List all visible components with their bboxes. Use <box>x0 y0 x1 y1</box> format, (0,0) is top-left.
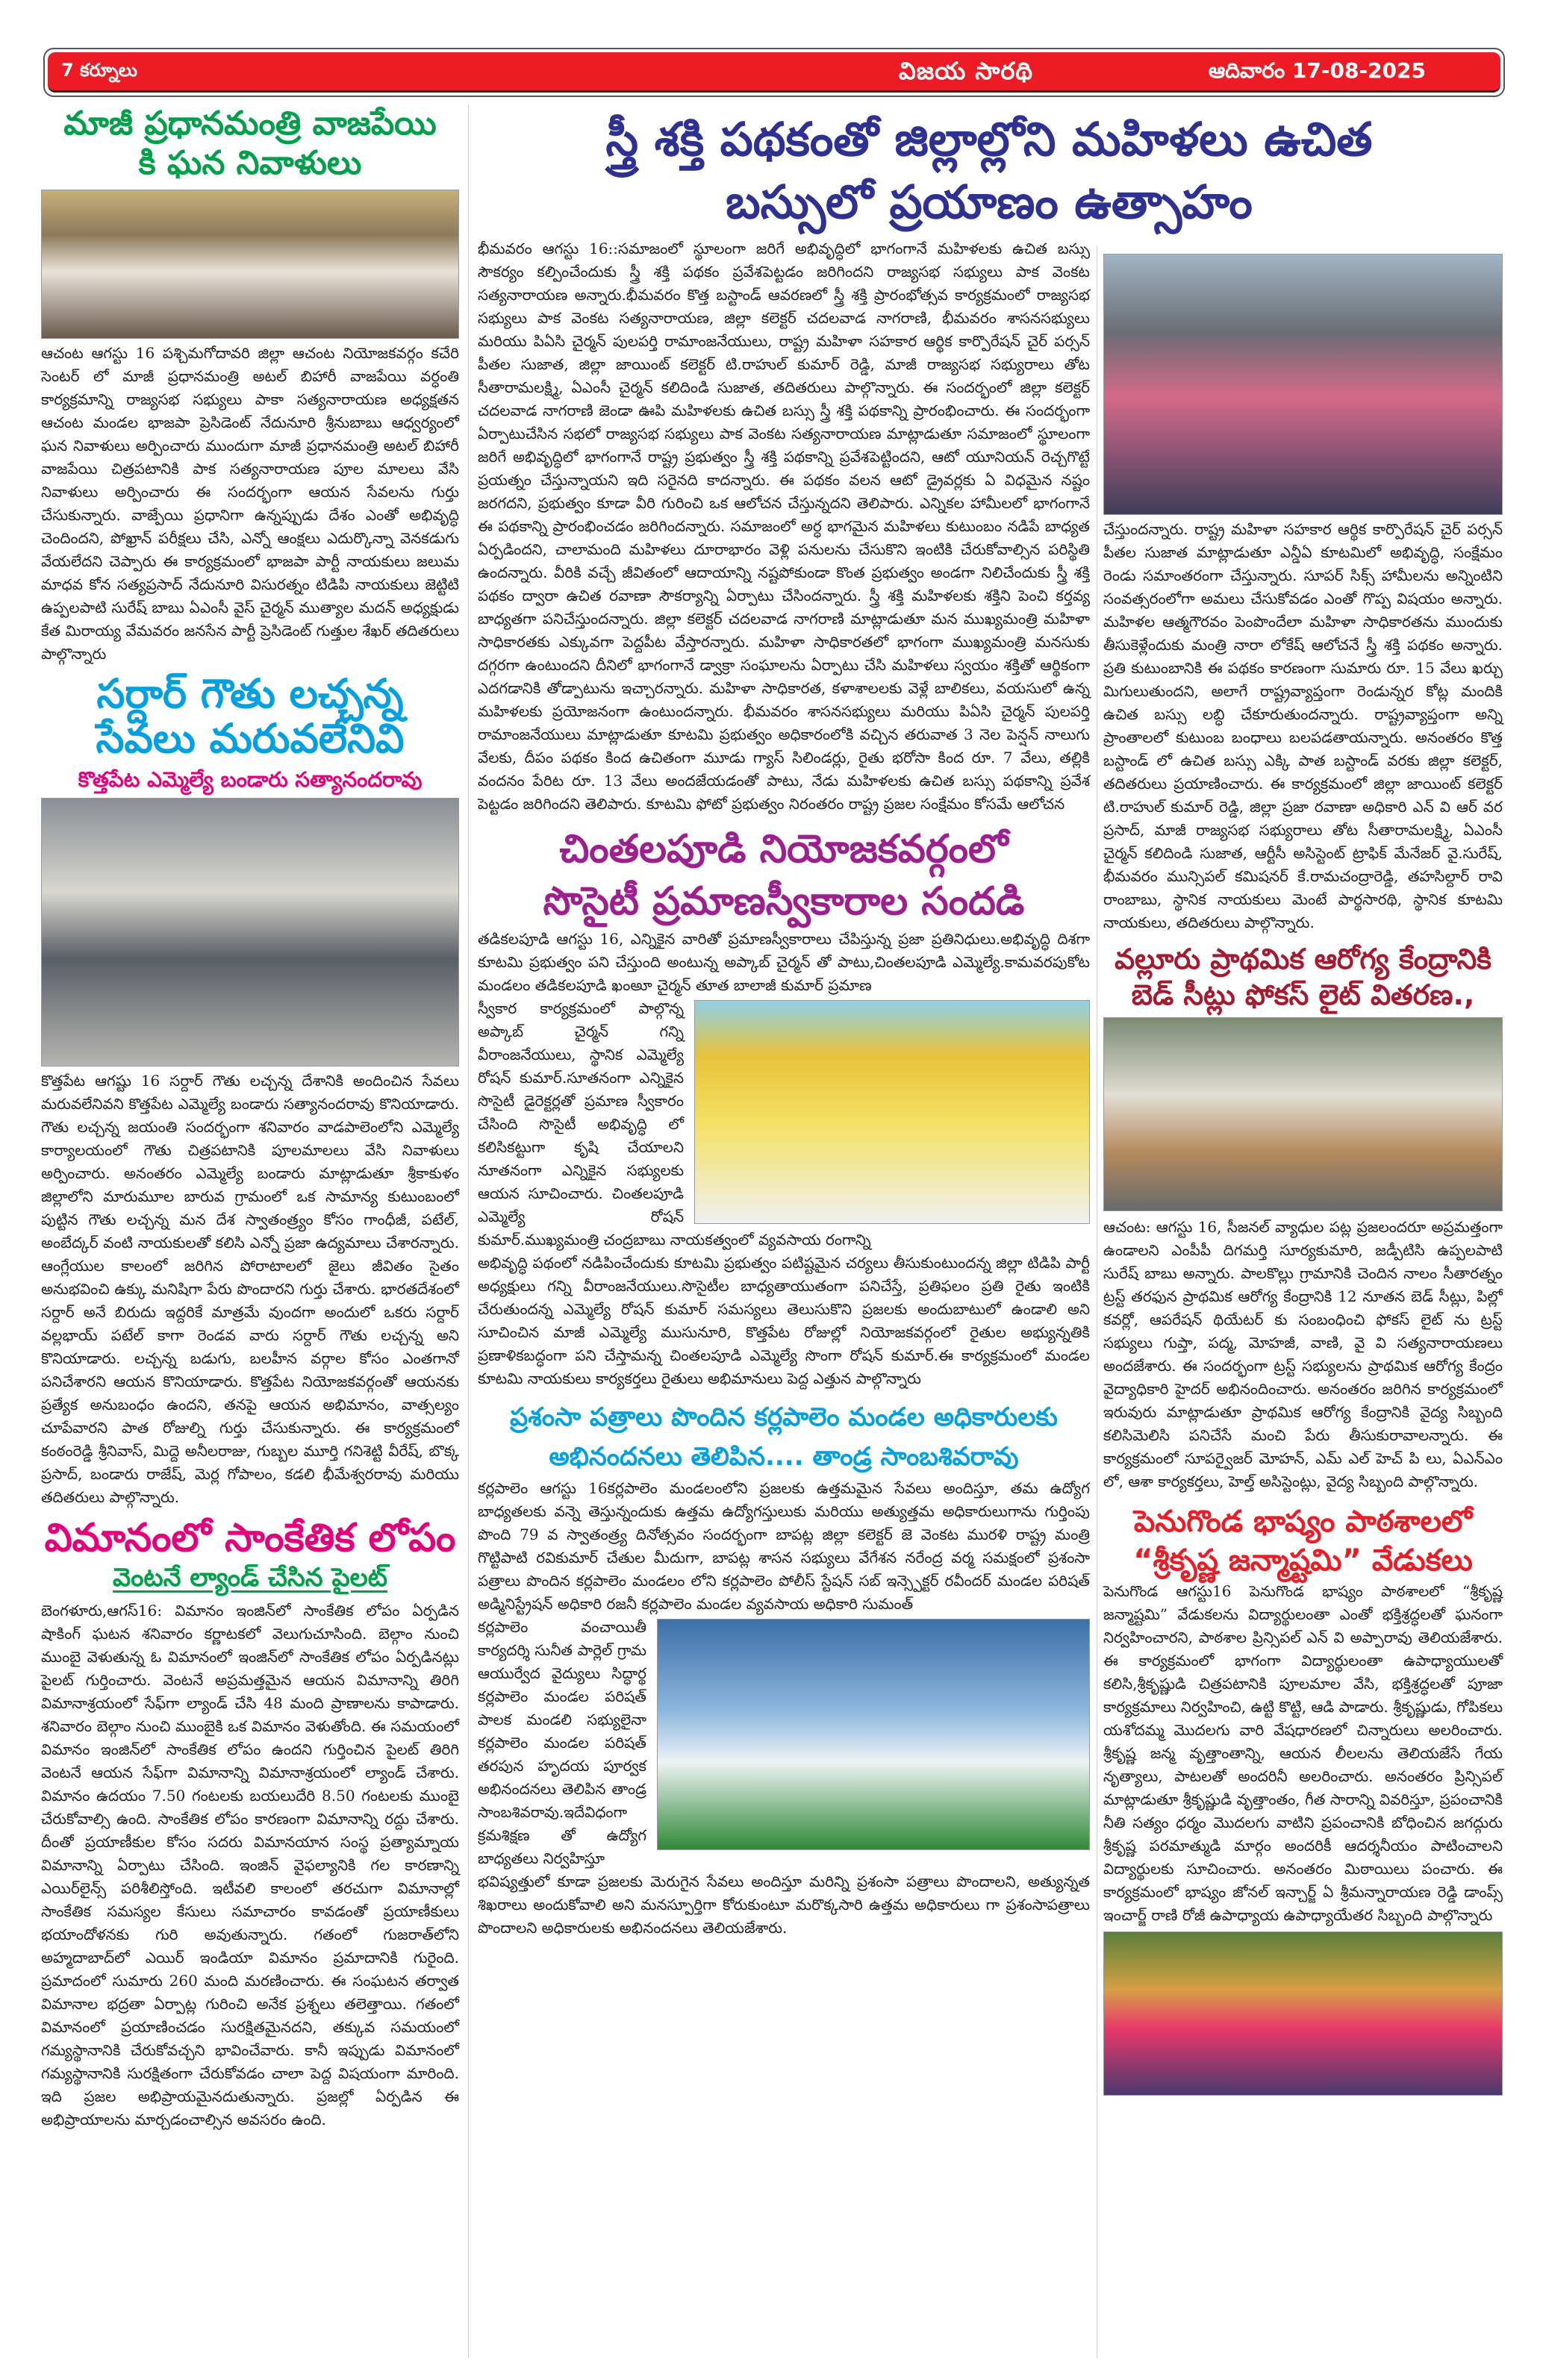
article-headline: కి ఘన నివాళులు <box>138 143 362 182</box>
article-sardar <box>41 669 459 1509</box>
article-stree-shakti <box>478 237 1090 816</box>
sardar-tribute-photo <box>41 798 459 1066</box>
article-body: భవిష్యత్తులో కూడా ప్రజలకు మెరుగైన సేవలు అందిస్తూ మరిన్ని ప్రశంసా పత్రాలు పొందాలని, అత్యున్నత శిఖరాలు అందుకోవాలి అని మనస్పూర్తిగా కోరుకుంటూ మరొక్కసారి ఉత్తమ అధికారులు గా ప్రశంసాపత్రాలు పొందాలని అధికారులకు అభినందనలు తెలియజేశారు. <box>478 1872 1090 1937</box>
article-headline: పెనుగొండ భాష్యం పాఠశాలలో <box>1133 1505 1473 1539</box>
article-body: పెనుగొండ ఆగస్టు16 పెనుగొండ భాష్యం పాఠశాలలో “శ్రీకృష్ణ జన్మాష్టమి” వేడుకలను విద్యార్థులంతా ఎంతో భక్తిశ్రద్ధలతో ఘనంగా నిర్వహించారని, పాఠశాల ప్రిన్సిపల్ ఎన్ వి అప్పారావు తెలియజేశారు. ఈ కార్యక్రమంలో భాగంగా విద్యార్థులంతా ఉపాధ్యాయులతో కలిసి,శ్రీకృష్ణుడి చిత్రపటానికి పూలమాల వేసి, భక్తిశ్రద్ధలతో పూజా కార్యక్రమాలు నిర్వహించి, ఉట్టి కొట్టి, ఆడి పాడారు. శ్రీకృష్ణుడు, గోపికలు యశోదమ్మ మొదలగు వారి వేషధారణలో చిన్నారులు అలరించారు. శ్రీకృష్ణ జన్మ వృత్తాంతాన్ని, ఆయన లీలలను తెలియజేసే గేయ నృత్యాలు, పాటలతో అందరినీ అలరించారు. అనంతరం ప్రిన్సిపల్ మాట్లాడుతూ శ్రీకృష్ణుడి వృత్తాంతం, గీత సారాన్ని వివరిస్తూ, ప్రపంచానికి నీతి సత్యం ధర్మం మొదలగు వాటిని ప్రపంచానికి బోధించిన జగద్గురు శ్రీకృష్ణ పరమాత్ముడి మార్గం అందరికీ ఆదర్శనీయం పాటించాలని విద్యార్థులకు సూచించారు. అనంతరం మిఠాయిలు పంచారు. ఈ కార్యక్రమంలో భాష్యం జోనల్ ఇన్చార్జ్ ఏ శ్రీమన్నారాయణ రెడ్డి డాంప్స్ ఇంచార్జ్ రాణి రోజీ ఉపాధ్యాయ ఉపాధ్యాయేతర సిబ్బంది పాల్గొన్నారు <box>1103 1582 1503 1924</box>
article-body: కర్లపాలెం ఆగస్టు 16కర్లపాలెం మండలంలోని ప్రజలకు ఉత్తమమైన సేవలు అందిస్తూ, తమ ఉద్యోగ బాధ్యతలకు వన్నె తెస్తున్నందుకు ఉత్తమ ఉద్యోగస్తులుకు మరియు అత్యుత్తమ అధికారులుగాను గుర్తింపు పొంది 79 వ స్వాతంత్ర్య దినోత్సవం సందర్భంగా బాపట్ల జిల్లా కలెక్టర్ జె వెంకట మురళి రాష్ట్ర మంత్రి గొట్టిపాటి రవికుమార్ చేతుల మీదుగా, బాపట్ల శాసన సభ్యులు వేగేశన నరేంద్ర వర్మ సమక్షంలో ప్రశంసా పత్రాలు పొందిన కర్లపాలెం మండలం లోని కర్లపాలెం పోలీస్ స్టేషన్ సబ్ ఇన్స్పెక్టర్ రవీందర్ మండల పరిషత్ అడ్మినిస్ట్రేషన్ అధికారి రజనీ కర్లపాలెం మండల వ్యవసాయ అధికారి సుమంత్ <box>478 1478 1090 1613</box>
right-column <box>1103 254 1503 2096</box>
article-headline: ప్రశంసా పత్రాలు పొందిన కర్లపాలెం మండల అధికారులకు <box>510 1402 1058 1433</box>
portrait-photo <box>657 1619 1090 1850</box>
article-penugonda <box>1103 1502 1503 2096</box>
masthead <box>43 48 1505 97</box>
article-headline: బెడ్ సీట్లు ఫోకస్ లైట్ వితరణ., <box>1131 978 1475 1011</box>
article-chintalapudi <box>478 823 1090 1390</box>
bed-sheets-donation-photo <box>1103 1017 1503 1211</box>
article-headline: సొసైటీ ప్రమాణస్వీకారాల సందడి <box>543 879 1025 925</box>
janmashtami-celebration-photo <box>1103 1931 1503 2096</box>
article-headline: చింతలపూడి నియోజకవర్గంలో <box>559 827 1009 872</box>
masthead-bar <box>48 52 1500 93</box>
article-headline: అభినందనలు తెలిపిన.... తాండ్ర సాంబశివరావు <box>549 1442 1019 1472</box>
article-karlapalem <box>478 1398 1090 1939</box>
article-body: ఆచంట ఆగస్టు 16 పశ్చిమగోదావరి జిల్లా ఆచంట నియోజకవర్గం కచేరి సెంటర్ లో మాజీ ప్రధానమంత్రి అటల్ బిహారీ వాజపేయి వర్ధంతి కార్యక్రమాన్ని రాజ్యసభ సభ్యులు పాకా సత్యనారాయణ అధ్యక్షతన ఆచంట మండల భాజపా ప్రెసిడెంట్ నేదునూరి శ్రీనుబాబు ఆధ్వర్యంలో ఘన నివాళులు అర్పించారు ముందుగా మాజీ ప్రధానమంత్రి అటల్ బిహారీ వాజపేయి చిత్రపటానికి పాక సత్యనారాయణ పూల మాలలు వేసి నివాళులు అర్పించారు ఈ సందర్భంగా ఆయన సేవలను గుర్తు చేసుకున్నారు. వాజ్పేయి ప్రధానిగా ఉన్నప్పుడు దేశం ఎంతో అభివృద్ధి చెందిందని, పోఖ్రాన్ పరీక్షలు చేసి, ఎన్నో ఆంక్షలు ఎదుర్కొన్నా వెనకడుగు వేయలేదని చెప్పారు ఈ కార్యక్రమంలో భాజపా పార్టీ నాయకులు జలుమ మాధవ కోన సత్యప్రసాద్ నేదునూరి విసురత్నం టిడిపి నాయకులు జెట్టిటి ఉప్పలపాటి సురేష్ బాబు ఏఎంసీ వైస్ చైర్మన్ ముత్యాల మదన్ అధ్యక్షుడు కేత మిరాయ్య వేమవరం జనసేన పార్టీ ప్రెసిడెంట్ గుత్తుల శేఖర్ తదితరులు పాల్గొన్నారు <box>41 343 459 663</box>
article-body: అభివృద్ధి పథంలో నడిపించేందుకు కూటమి ప్రభుత్వం పటిష్టమైన చర్యలు తీసుకుంటుందన్న జిల్లా టిడిపి పార్టీ అధ్యక్షులు గన్ని వీరాంజనేయులు.సొసైటీల బాధ్యతాయుతంగా పనిచేస్తే, ప్రతిఫలం ప్రతి రైతు ఇంటికి చేరుతుందన్న ఎమ్మెల్యే రోషన్ కుమార్ సమస్యలు తెలుసుకొని ప్రజలకు అందుబాటులో ఉండాలి అని సూచించిన మాజీ ఎమ్మెల్యే ముసునూరి, కొత్తపేట రోజుల్లో నియోజకవర్గంలో రైతుల అభ్యున్నతికి ప్రణాళికబద్ధంగా పని చేస్తామన్న చింతలపూడి ఎమ్మెల్యే సొంగా రోషన్ కుమార్.ఈ కార్యక్రమంలో మండల కూటమి నాయకులు కార్యకర్తలు రైతులు అభిమానులు పెద్ద ఎత్తున పాల్గొన్నారు <box>478 1254 1090 1388</box>
article-headline: “శ్రీకృష్ణ జన్మాష్టమి” వేడుకలు <box>1133 1543 1473 1578</box>
article-body: కొత్తపేట ఆగష్టు 16 సర్దార్ గౌతు లచ్చన్న దేశానికి అందించిన సేవలు మరువలేనివని కొత్తపేట ఎమ్మెల్యే బండారు సత్యానందరావు కొనియాడారు. గౌతు లచ్చన్న జయంతి సందర్భంగా శనివారం వాడపాలెంలోని ఎమ్మెల్యే కార్యాలయంలో గౌతు చిత్రపటానికి పూలమాలలు వేసి నివాళులు అర్పించారు. అనంతరం ఎమ్మెల్యే బండారు మాట్లాడుతూ శ్రీకాకుళం జిల్లాలోని మారుమూల బారువ గ్రామంలో ఒక సామాన్య కుటుంబంలో పుట్టిన గౌతు లచ్చన్న మన దేశ స్వాతంత్ర్యం కోసం గాంధీజీ, పటేల్, అంబేద్కర్ వంటి నాయకులతో కలిసి ఎన్నో ప్రజా ఉద్యమాలు చేశారన్నారు. ఆంగ్లేయుల కాలంలో జరిగిన పోరాటాలలో జైలు జీవితం సైతం అనుభవించి ఉక్కు మనిషిగా పేరు పొందారని గుర్తు చేశారు. భారతదేశంలో సర్దార్ అనే బిరుదు ఇద్దరికే మాత్రమే వుందగా అందులో ఒకరు సర్దార్ వల్లభాయ్ పటేల్ కాగా రెండవ వారు సర్దార్ గౌతు లచ్చన్న అని కొనియాడారు. లచ్చన్న బడుగు, బలహీన వర్గాల కోసం ఎంతగానో పనిచేశారని ఆయన కొనియాడారు. కొత్తపేట నియోజకవర్గంతో ఆయనకు ప్రత్యేక అనుబంధం ఉందని, తనపై ఆయన అభిమానం, వాత్సల్యం చూపేవారని పాత రోజుల్ని గుర్తు చేసుకున్నారు. ఈ కార్యక్రమంలో కంఠంరెడ్డి శ్రీనివాస్, మిద్దె అనీలరాజు, గుబ్బల మూర్తి గనిశెట్టి వీరేష్, బొక్క ప్రసాద్, బండారు రాజేష్, మెర్ల గోపాలం, కడలి భీమేశ్వరరావు మరియు తదితరులు పాల్గొన్నారు. <box>41 1071 459 1506</box>
article-body: కర్లపాలెం వంచాయితీ కార్యదర్శి సునీత పార్లెల్ గ్రామ ఆయుర్వేద వైద్యులు సిద్ధార్థ కర్లపాలెం మండల పరిషత్ పాలక మండలి సభ్యులైనా కర్లపాలెం మండల పరిషత్ తరపున హృదయ పూర్వక అభినందనలు తెలిపిన తాండ్ర సాంబశివరావు.ఇదేవిధంగా క్రమశిక్షణ తో ఉద్యోగ బాధ్యతలు నిర్వహిస్తూ <box>478 1617 646 1867</box>
article-subheadline: కొత్తపేట ఎమ్మెల్యే బండారు సత్యానందరావు <box>78 766 423 792</box>
article-body: ఆచంట: ఆగస్టు 16, సీజనల్ వ్యాధుల పట్ల ప్రజలందరూ అప్రమత్తంగా ఉండాలని ఎంపీపీ దిగమర్తి సూర్యకుమారి, జడ్పీటిసి ఉప్పలపాటి సురేష్ బాబు అన్నారు. పాలకొల్లు గ్రామానికి చెందిన నాలం సీతారత్నం ట్రస్ట్ తరఫున ప్రాథమిక ఆరోగ్య కేంద్రానికి 12 నూతన బెడ్ సీట్లు, పిల్లో కవర్లో, ఆపరేషన్ థియేటర్ కు సంబంధించి ఫోకస్ లైట్ ను ట్రస్ట్ సభ్యులు గుప్తా, పద్మ, మోహజీ, వాణి, వై వి సత్యనారాయణలు అందజేశారు. ఈ సందర్భంగా ట్రస్ట్ సభ్యులను ప్రాథమిక ఆరోగ్య కేంద్రం వైద్యాధికారి హైదర్ అభినందించారు. అనంతరం జరిగిన కార్యక్రమంలో ఇరువురు మాట్లాడుతూ ప్రాథమిక ఆరోగ్య కేంద్రానికి వైద్య సిబ్బంది కలిసిమెలిసి పనిచేసే మంచి పేరు తీసుకురావాలన్నారు. ఈ కార్యక్రమంలో సూపర్వైజర్ మోహన్, ఎమ్ ఎల్ హెచ్ పి లు, ఏఎన్ఎం లో, ఆశా కార్యకర్తలు, హెల్త్ అసిస్టెంట్లు, వైద్య సిబ్బంది పాల్గొన్నారు. <box>1103 1218 1503 1490</box>
article-flight <box>41 1515 459 2131</box>
lead-headline <box>470 108 1508 233</box>
vajpayee-tribute-photo <box>41 190 459 339</box>
article-body: భీమవరం ఆగస్టు 16::సమాజంలో స్థూలంగా జరిగే అభివృద్ధిలో భాగంగానే మహిళలకు ఉచిత బస్సు సౌకర్యం కల్పించేందుకు స్త్రీ శక్తి పథకం ప్రవేశపెట్టడం జరిగిందని రాజ్యసభ సభ్యులు పాక వెంకట సత్యనారాయణ అన్నారు.భీమవరం కొత్త బస్టాండ్ ఆవరణలో స్త్రీ శక్తి ప్రారంభోత్సవ కార్యక్రమంలో రాజ్యసభ సభ్యులు పాక వెంకట సత్యనారాయణ, జిల్లా కలెక్టర్ చదలవాడ నాగరాణి, భీమవరం శాసనసభ్యులు మరియు పిఏసి చైర్మన్ పులపర్తి రామాంజనేయులు, రాష్ట్ర మహిళా సహకార ఆర్థిక కార్పొరేషన్ చైర్ పర్సన్ పీతల సుజాత, జిల్లా జాయింట్ కలెక్టర్ టి.రాహుల్ కుమార్ రెడ్డి, మాజీ రాజ్యసభ సభ్యురాలు తోట సీతారామలక్ష్మి, ఏఎంసీ చైర్మన్ కలిదిండి సుజాత, తదితరులు పాల్గొన్నారు. ఈ సందర్భంలో జిల్లా కలెక్టర్ చదలవాడ నాగరాణి జెండా ఊపి మహిళలకు ఉచిత బస్సు స్త్రీ శక్తి పథకాన్ని ప్రారంభించారు. ఈ సందర్భంగా ఏర్పాటుచేసిన సభలో రాజ్యసభ సభ్యులు పాక వెంకట సత్యనారాయణ మాట్లాడుతూ సమాజంలో స్థూలంగా జరిగే అభివృద్ధిలో భాగంగానే రాష్ట్ర ప్రభుత్వం స్త్రీ శక్తి పథకాన్ని ప్రవేశపెట్టిందని, ఆటో యూనియన్ రెచ్చగొట్టే ప్రయత్నం చేస్తున్నాయని ఇది సరైనది కాదన్నారు. ఈ పథకం వలన ఆటో డ్రైవర్లకు ఏ విధమైన నష్టం జరగదని, ప్రభుత్వం కూడా వీరి గురించి ఒక ఆలోచన చేస్తున్నదని తెలిపారు. ఎన్నికల హామీలలో భాగంగానే ఈ పథకాన్ని ప్రారంభించడం జరిగిందన్నారు. సమాజంలో అర్ధ భాగమైన మహిళలు కుటుంబం నడిపే బాధ్యత ఏర్పడిందని, చాలామంది మహిళలు దూరాభారం వెళ్లి పనులను చేసుకొని ఇంటికి చేరుకోవాల్సిన పరిస్థితి ఉందన్నారు. వీరికి వచ్చే జీవితంలో ఆదాయాన్ని నష్టపోకుండా కొంత ప్రభుత్వం అండగా నిలిచేందుకు స్త్రీ శక్తి పథకం ద్వారా ఉచిత రవాణా సౌకర్యాన్ని ఏర్పాటు చేసిందన్నారు. స్త్రీ శక్తి మహిళలకు శక్తిని పెంచి కర్తవ్య బాధ్యతగా పనిచేస్తుందన్నారు. జిల్లా కలెక్టర్ చదలవాడ నాగరాణి మాట్లాడుతూ మన ముఖ్యమంత్రి మహిళా సాధికారతకు ఎక్కువగా పెద్దపీట వేస్తారన్నారు. మహిళా సాధికారతలో భాగంగా ముఖ్యమంత్రి మనసుకు దగ్గరగా ఉంటుందని దీనిలో భాగంగానే డ్వాక్రా సంఘాలను ఏర్పాటు చేసి మహిళలు స్వయం శక్తితో ఆర్థికంగా ఎదగడానికి తోడ్పాటును ఇచ్చారన్నారు. మహిళా సాధికారత, కళాశాలలకు వెళ్లే బాలికలు, వయసులో ఉన్న మహిళలకు ప్రయోజనంగా ఉంటుందన్నారు. భీమవరం శాసనసభ్యులు మరియు పిఏసి చైర్మన్ పులపర్తి రామాంజనేయులు మాట్లాడుతూ కూటమి ప్రభుత్వం అధికారంలోకి వచ్చిన తరువాత 3 నెల పెన్షన్ నాలుగు వేలకు, దీపం పథకం కింద ఉచితంగా మూడు గ్యాస్ సిలిండర్లు, రైతు భరోసా కింద రూ. 7 వేలు, తల్లికి వందనం పేరిట రూ. 13 వేలు అందజేయడంతో పాటు, నేడు మహిళలకు ఉచిత బస్సు పథకాన్ని ప్రవేశ పెట్టడం జరిగిందని తెలిపారు. కూటమి ఫోటో ప్రభుత్వం నిరంతరం రాష్ట్ర ప్రజల సంక్షేమం కోసమే ఆలోచన <box>478 240 1090 813</box>
article-subheadline: వెంటనే ల్యాండ్ చేసిన పైలట్ <box>113 1563 387 1593</box>
article-vallur <box>1103 942 1503 1493</box>
wrap-block <box>478 1616 1090 1870</box>
stree-shakti-bus-photo <box>1103 254 1503 515</box>
article-headline: సర్దార్ గౌతు లచ్చన్న <box>96 669 404 717</box>
column-divider <box>468 104 469 2358</box>
article-body: చేస్తుందన్నారు. రాష్ట్ర మహిళా సహకార ఆర్థిక కార్పొరేషన్ చైర్ పర్సన్ పీతల సుజాత మాట్లాడుతూ ఎన్డీఏ కూటమిలో అభివృద్ధి, సంక్షేమం రెండు సమాంతరంగా చేస్తున్నారు. సూపర్ సిక్స్ హామీలను అన్నింటిని సంవత్సరంలోగా అమలు చేసుకోవడం ఎంతో గొప్ప విషయం అన్నారు. మహిళల ఆత్మగౌరవం పెంపొందేలా మహిళా సాధికారతను ముందుకు తీసుకెళ్లేందుకు మంత్రి నారా లోకేష్ ఆలోచనే స్త్రీ శక్తి పథకం అన్నారు. ప్రతి కుటుంబానికి ఈ పథకం కారణంగా సుమారు రూ. 15 వేలు ఖర్చు మిగులుతుందని, అలాగే రాష్ట్రవ్యాప్తంగా రెండున్నర కోట్ల మందికి ఉచిత బస్సు లబ్ధి చేకూరుతుందన్నారు. రాష్ట్రవ్యాప్తంగా అన్ని ప్రాంతాలలో కుటుంబ బంధాలు బలపడతాయన్నారు. అనంతరం కొత్త బస్టాండ్ లో ఉచిత బస్సు ఎక్కి పాత బస్టాండ్ వరకు జిల్లా కలెక్టర్, తదితరులు ప్రయాణించారు. ఈ కార్యక్రమంలో జిల్లా జాయింట్ కలెక్టర్ టి.రాహుల్ కుమార్ రెడ్డి, జిల్లా ప్రజా రవాణా అధికారి ఎన్ వి ఆర్ వర ప్రసాద్, మాజీ రాజ్యసభ సభ్యురాలు తోట సీతారామలక్ష్మి, ఏఎంసీ చైర్మన్ కలిదిండి సుజాత, ఆర్టీసీ అసిస్టెంట్ ట్రాఫిక్ మేనేజర్ వై.సురేష్, భీమవరం మున్సిపల్ కమిషనర్ కే.రామచంద్రారెడ్డి, తహసిల్దార్ రావి రాంబాబు, స్థానిక నాయకులు మెంటే పార్థసారథి, స్థానిక కూటమి నాయకులు, తదితరులు పాల్గొన్నారు. <box>1103 520 1503 931</box>
wrap-block <box>478 997 1090 1252</box>
article-vajpayee <box>41 104 459 666</box>
lead-headline-line1: స్త్రీ శక్తి పథకంతో జిల్లాల్లోని మహిళలు ఉచిత <box>605 112 1373 166</box>
article-headline: సేవలు మరువలేనివి <box>96 715 405 763</box>
left-column <box>41 104 459 2131</box>
article-body: స్వీకార కార్యక్రమంలో పాల్గొన్న అప్కాబ్ చైర్మన్ గన్ని వీరాంజనేయులు, స్థానిక ఎమ్మెల్యే రోషన్ కుమార్.సూతనంగా ఎన్నికైన సొసైటీ డైరెక్టర్లతో ప్రమాణ స్వీకారం చేసింది సొసైటీ అభివృద్ధి లో కలిసికట్టుగా కృషి చేయాలని నూతనంగా ఎన్నికైన సభ్యులకు ఆయన సూచించారు. చింతలపూడి ఎమ్మెల్యే రోషన్ కుమార్.ముఖ్యమంత్రి చంద్రబాబు నాయకత్వంలో వ్యవసాయ రంగాన్ని <box>478 999 871 1249</box>
middle-column <box>478 237 1090 1940</box>
article-body: బెంగళూరు,ఆగస్16: విమానం ఇంజిన్‌లో సాంకేతిక లోపం ఏర్పడిన షాకింగ్ ఘటన శనివారం కర్ణాటకలో వెలుగుచూసింది. బెల్గాం నుంచి ముంబై వెళుతున్న ఓ విమానంలో ఇంజిన్‌లో సాంకేతిక లోపం ఏర్పడినట్లు పైలట్ గుర్తించారు. వెంటనే అప్రమత్తమైన ఆయన విమానాన్ని తిరిగి విమానాశ్రయంలో సేఫ్‌గా ల్యాండ్ చేసి 48 మంది ప్రాణాలను కాపాడారు. శనివారం బెల్గాం నుంచి ముంబైకి ఒక విమానం వెళుతోంది. ఈ సమయంలో విమానం ఇంజిన్‌లో సాంకేతిక లోపం ఉందని గుర్తించిన పైలట్ తిరిగి వెంటనే ఆయన సేఫ్‌గా విమానాన్ని విమానాశ్రయంలో ల్యాండ్ చేశారు. విమానం ఉదయం 7.50 గంటలకు బయలుదేరి 8.50 గంటలకు ముంబై చేరుకోవాల్సి ఉంది. సాంకేతిక లోపం కారణంగా విమానాన్ని రద్దు చేశారు. దీంతో ప్రయాణీకుల కోసం సదరు విమానయాన సంస్థ ప్రత్యామ్నాయ విమానాన్ని ఏర్పాటు చేసింది. ఇంజిన్ వైఫల్యానికి గల కారణాన్ని ఎయిర్‌లైన్స్ పరిశీలిస్తోంది. ఇటీవలి కాలంలో తరచుగా విమానాల్లో సాంకేతిక సమస్యల కేసులు సమాచారం కావడంతో ప్రయాణీకులు భయాందోళనకు గురి అవుతున్నారు. గతంలో గుజరాత్‌లోని అహ్మదాబాద్‌లో ఎయిర్ ఇండియా విమానం ప్రమాదానికి గురైంది. ప్రమాదంలో సుమారు 260 మంది మరణించారు. ఈ సంఘటన తర్వాత విమానాల భద్రతా ఏర్పాట్ల గురించి అనేక ప్రశ్నలు తలెత్తాయి. గతంలో విమానంలో ప్రయాణించడం సురక్షితమైనదని, తక్కువ సమయంలో గమ్యస్థానానికి చేరుకోవచ్చని భావించేవారు. కానీ ఇప్పుడు విమానంలో గమ్యస్థానానికి సురక్షితంగా చేరుకోవడం చాలా పెద్ద విషయంగా మారింది. ఇది ప్రజల అభిప్రాయమైనదుతున్నారు. ప్రజల్లో ఏర్పడిన ఈ అభిప్రాయాలను మార్చడంచాల్సిన అవసరం ఉంది. <box>41 1601 459 2128</box>
lead-headline-line2: బస్సులో ప్రయాణం ఉత్సాహం <box>726 174 1253 229</box>
issue-date: ఆదివారం 17-08-2025 <box>1208 58 1426 83</box>
article-headline: విమానంలో సాంకేతిక లోపం <box>44 1515 456 1561</box>
newspaper-name: విజయ సారథి <box>899 57 1033 85</box>
society-oath-photo <box>694 1000 1090 1224</box>
article-headline: వల్లూరు ప్రాథమిక ఆరోగ్య కేంద్రానికి <box>1115 943 1491 975</box>
article-headline: మాజీ ప్రధానమంత్రి వాజపేయి <box>63 104 437 143</box>
page-number-label: 7 కర్నూలు <box>61 60 137 81</box>
article-body: తడికలపూడి ఆగస్టు 16, ఎన్నికైన వారితో ప్రమాణస్వీకారాలు చేపిస్తున్న ప్రజా ప్రతినిధులు.అభివృద్ధి దిశగా కూటమి ప్రభుత్వం పని చేస్తుంది అంటున్న అప్కాబ్ చైర్మన్ తో పాటు,చింతలపూడి ఎమ్మెల్యే.కామవరపుకోట మండలం తడికలపూడి ఖంఅూ చైర్మన్ తూత బాలాజీ కుమార్ ప్రమాణ <box>478 930 1090 995</box>
